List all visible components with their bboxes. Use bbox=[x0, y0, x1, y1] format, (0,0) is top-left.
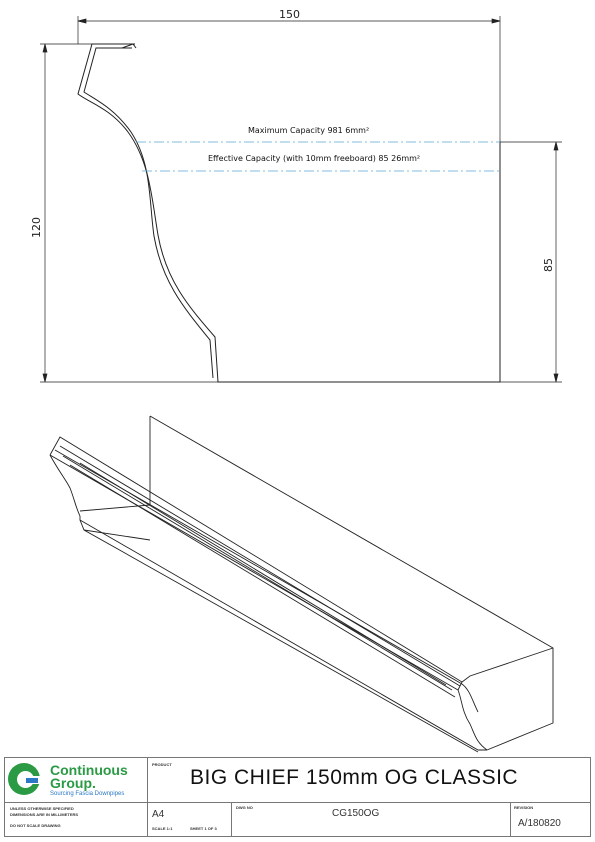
dwg-no-value: CG150OG bbox=[332, 808, 380, 819]
height-dimension-label: 120 bbox=[30, 217, 43, 238]
company-tagline: Sourcing Fascia Downpipes bbox=[50, 791, 125, 797]
revision-label: REVISION bbox=[514, 805, 534, 810]
gutter-section-view bbox=[78, 44, 500, 382]
gutter-lip bbox=[122, 44, 136, 48]
maximum-capacity-label: Maximum Capacity 981 6mm² bbox=[248, 126, 370, 135]
company-logo bbox=[6, 761, 146, 801]
product-title: BIG CHIEF 150mm OG CLASSIC bbox=[190, 766, 519, 789]
gutter-profile-inner bbox=[84, 48, 213, 378]
revision-value: A/180820 bbox=[518, 818, 561, 829]
company-name-line2: Group. bbox=[50, 775, 96, 791]
dwg-no-label: DWG NO bbox=[236, 805, 253, 810]
notes-line1: UNLESS OTHERWISE SPECIFIED bbox=[10, 806, 74, 811]
width-dimension-label: 150 bbox=[279, 8, 300, 21]
gutter-profile-outer bbox=[78, 44, 500, 382]
sheet-label: SHEET 1 OF 3 bbox=[190, 826, 217, 831]
logo-c-icon bbox=[8, 763, 40, 795]
paper-size: A4 bbox=[152, 809, 165, 820]
capacity-height-label: 85 bbox=[542, 258, 555, 272]
scale-label: SCALE 1:1 bbox=[152, 826, 173, 831]
notes-line2: DIMENSIONS ARE IN MILLIMETERS bbox=[10, 812, 79, 817]
gutter-isometric-view bbox=[50, 416, 553, 752]
width-dimension bbox=[78, 16, 500, 142]
company-name-line1: Continuous bbox=[50, 762, 128, 778]
notes-line3: DO NOT SCALE DRAWING bbox=[10, 823, 61, 828]
height-dimension bbox=[40, 44, 218, 382]
effective-capacity-label: Effective Capacity (with 10mm freeboard) 85 26mm² bbox=[208, 154, 421, 163]
product-label: PRODUCT bbox=[152, 762, 172, 767]
